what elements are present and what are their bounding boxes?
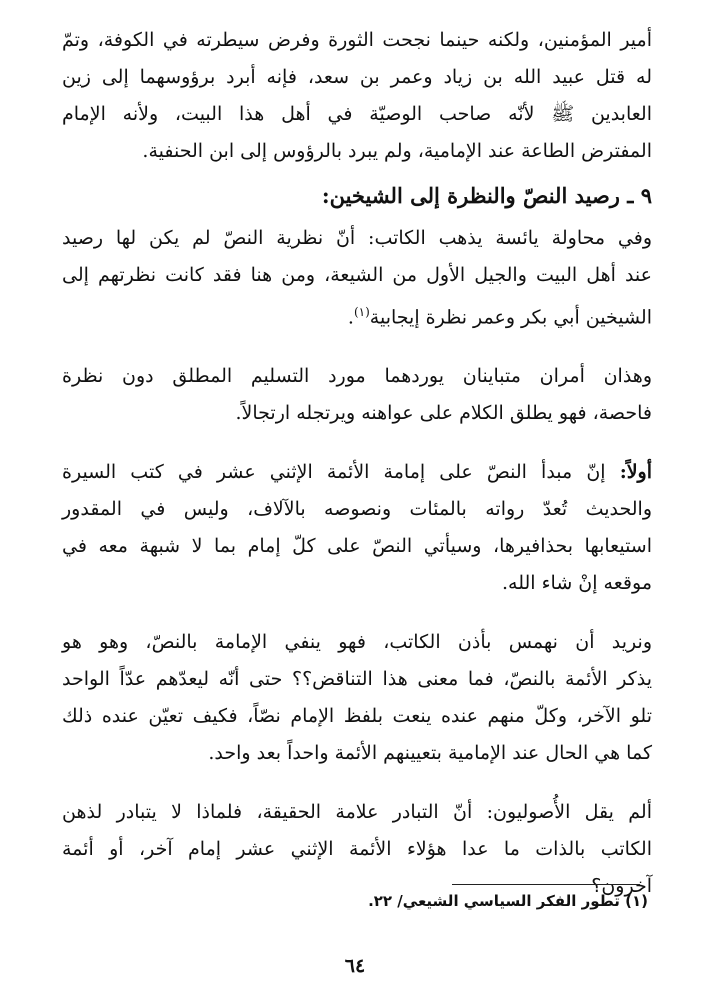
footnote-text: تطور الفكر السياسي الشيعي/ ٢٢. <box>368 892 620 910</box>
paragraph-4 <box>62 454 652 602</box>
text-fragment: . <box>347 306 354 329</box>
text-line: كما هي الحال عند الإمامية بتعيينهم الأئمة واحداً بعد واحد. <box>208 742 652 765</box>
text-line: يذكر الأئمة بالنصّ، فما معنى هذا التناقض؟؟ حتى أنّه ليعدّهم عدّاً الواحد <box>62 668 652 691</box>
text-line: العابدين ﷺ لأنّه صاحب الوصيّة في أهل هذا البيت، ولأنه الإمام <box>62 103 652 125</box>
text-line: موقعه إنْ شاء الله. <box>501 572 652 595</box>
section-heading: ٩ ـ رصيد النصّ والنظرة إلى الشيخين: <box>321 183 652 208</box>
text-line: تلو الآخر، وكلّ منهم عنده ينعت بلفظ الإمام نصّاً، فكيف تعيّن عنده ذلك <box>62 705 652 728</box>
text-fragment: الشيخين أبي بكر وعمر نظرة إيجابية <box>369 306 652 329</box>
text-line: عند أهل البيت والجيل الأول من الشيعة، ومن هنا فقد كانت نظرتهم إلى <box>62 264 652 286</box>
paragraph-6 <box>62 794 652 905</box>
page-body <box>62 22 652 905</box>
text-line: آخرون؟ <box>591 875 652 898</box>
lead-label: أولاً: <box>619 461 652 484</box>
text-line: استيعابها بحذافيرها، وسيأتي النصّ على كلّ إمام بما لا شبهة معه في <box>62 535 652 558</box>
text-line: ونريد أن نهمس بأذن الكاتب، فهو ينفي الإمامة بالنصّ، وهو هو <box>62 631 652 654</box>
paragraph-5 <box>62 624 652 772</box>
page-number: ٦٤ <box>344 955 366 977</box>
spacer <box>62 602 652 624</box>
text-line: ألم يقل الأُصوليون: أنّ التبادر علامة الحقيقة، فلماذا لا يتبادر لذهن <box>62 801 652 824</box>
spacer <box>62 336 652 358</box>
spacer <box>62 432 652 454</box>
footnote-marker: (١) <box>625 892 648 910</box>
text-fragment: إنّ مبدأ النصّ على إمامة الأئمة الإثني عشر في كتب السيرة <box>62 461 606 484</box>
text-line: أمير المؤمنين، ولكنه حينما نجحت الثورة وفرض سيطرته في الكوفة، وتمّ <box>62 29 652 51</box>
text-line <box>62 454 652 491</box>
paragraph-3 <box>62 358 652 432</box>
spacer <box>62 772 652 794</box>
paragraph-2 <box>62 220 652 336</box>
text-line <box>62 294 652 336</box>
text-line: والحديث تُعدّ رواته بالمئات ونصوصه بالآلاف، وليس في المقدور <box>62 498 652 521</box>
text-line: الكاتب بالذات ما عدا هؤلاء الأئمة الإثني عشر إمام آخر، أو أئمة <box>62 838 652 861</box>
text-line: وفي محاولة يائسة يذهب الكاتب: أنّ نظرية النصّ لم يكن لها رصيد <box>62 227 652 249</box>
text-line: وهذان أمران متباينان يوردهما مورد التسليم المطلق دون نظرة <box>62 365 652 388</box>
footnote-reference[interactable]: (١) <box>353 305 370 319</box>
footnote <box>58 892 648 910</box>
text-line: المفترض الطاعة عند الإمامية، ولم يبرد بالرؤوس إلى ابن الحنفية. <box>142 140 652 162</box>
text-line: فاحصة، فهو يطلق الكلام على عواهنه ويرتجله ارتجالاً. <box>235 402 652 425</box>
paragraph-1 <box>62 22 652 170</box>
footnote-divider <box>452 884 640 885</box>
text-line: له قتل عبيد الله بن زياد وعمر بن سعد، فإنه أبرد برؤوسهما إلى زين <box>62 66 652 88</box>
